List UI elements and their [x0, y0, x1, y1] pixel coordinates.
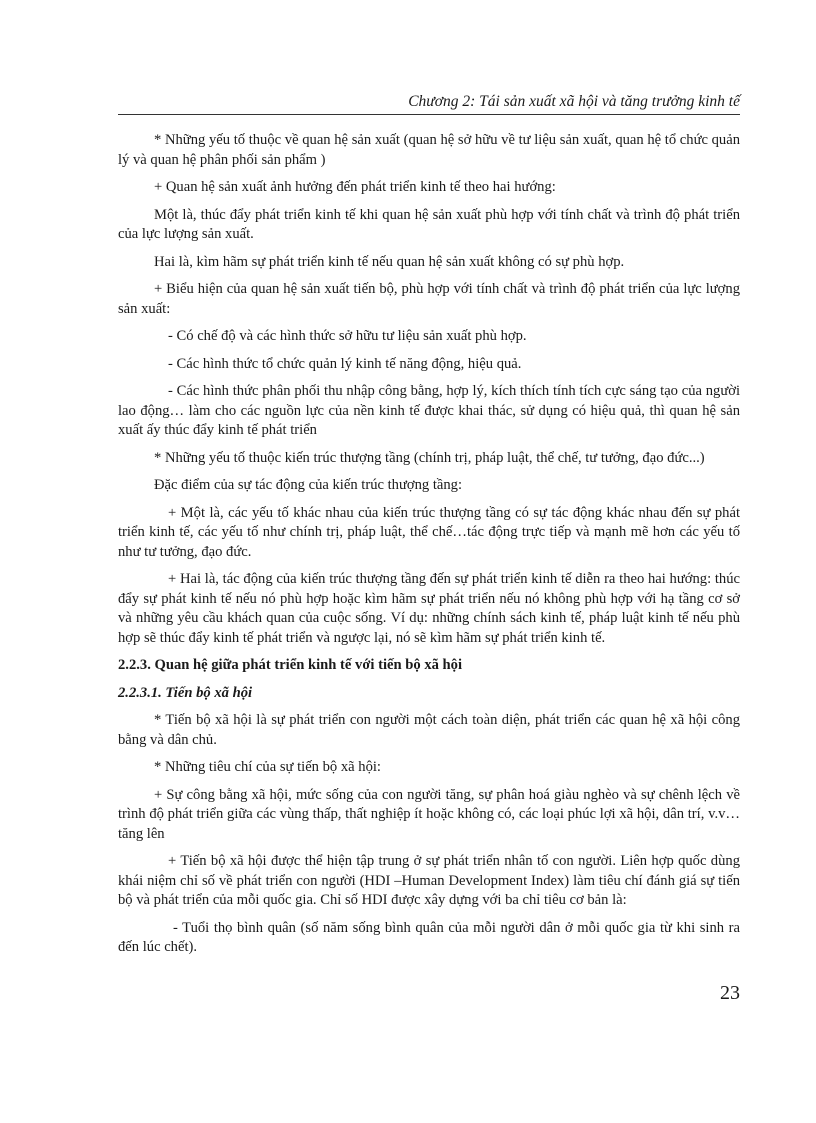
page-body	[118, 131, 740, 966]
paragraph: Đặc điểm của sự tác động của kiến trúc thượng tầng:	[154, 477, 463, 493]
paragraph: + Biểu hiện của quan hệ sản xuất tiến bộ, phù hợp với tính chất và trình độ phát triển của lực lượng sản xuất:	[118, 281, 740, 317]
list-item: - Tuổi thọ bình quân (số năm sống bình quân của mỗi người dân ở mỗi quốc gia từ khi sinh ra đến lúc chết).	[118, 919, 740, 955]
running-header: Chương 2: Tái sản xuất xã hội và tăng trưởng kinh tế	[408, 93, 740, 110]
paragraph: * Tiến bộ xã hội là sự phát triển con người một cách toàn diện, phát triển các quan hệ xã hội công bằng và dân chủ.	[118, 712, 740, 748]
subsection-heading: 2.2.3.1. Tiến bộ xã hội	[118, 684, 253, 701]
list-item: - Có chế độ và các hình thức sở hữu tư liệu sản xuất phù hợp.	[168, 328, 527, 344]
paragraph: * Những tiêu chí của sự tiến bộ xã hội:	[154, 759, 381, 775]
list-item: - Các hình thức tổ chức quản lý kinh tế năng động, hiệu quả.	[168, 355, 522, 372]
header-rule	[118, 114, 740, 115]
list-item: - Các hình thức phân phối thu nhập công bằng, hợp lý, kích thích tính tích cực sáng tạo của người lao động… làm cho các nguồn lực của nền kinh tế được khai thác, sử dụng có hiệu quả, thì quan hệ sản xuất ấy thúc đẩy kinh tế phát triển	[118, 383, 740, 438]
paragraph: + Sự công bằng xã hội, mức sống của con người tăng, sự phân hoá giàu nghèo và sự chênh lệch về trình độ phát triển giữa các vùng thấp, thất nghiệp ít hoặc không có, các loại phúc lợi xã hội, dân trí, v.v… tăng lên	[118, 786, 740, 842]
paragraph: + Quan hệ sản xuất ảnh hưởng đến phát triển kinh tế theo hai hướng:	[154, 179, 556, 195]
paragraph: + Tiến bộ xã hội được thể hiện tập trung ở sự phát triển nhân tố con người. Liên hợp quốc dùng khái niệm chỉ số về phát triển con người (HDI –Human Development Index) làm tiêu chí đánh giá sự tiến bộ và phát triển của mỗi quốc gia. Chỉ số HDI được xây dựng với ba chỉ tiêu cơ bản là:	[118, 853, 740, 908]
section-heading: 2.2.3. Quan hệ giữa phát triển kinh tế với tiến bộ xã hội	[118, 657, 463, 673]
paragraph: * Những yếu tố thuộc về quan hệ sản xuất (quan hệ sở hữu về tư liệu sản xuất, quan hệ tổ chức quản lý và quan hệ phân phối sản phẩm )	[118, 132, 740, 168]
paragraph: * Những yếu tố thuộc kiến trúc thượng tầng (chính trị, pháp luật, thể chế, tư tưởng, đạo đức...)	[154, 449, 705, 466]
paragraph: Hai là, kìm hãm sự phát triển kinh tế nếu quan hệ sản xuất không có sự phù hợp.	[154, 253, 625, 270]
paragraph: + Một là, các yếu tố khác nhau của kiến trúc thượng tầng có sự tác động khác nhau đến sự phát triển kinh tế, các yếu tố như chính trị, pháp luật, thể chế…tác động trực tiếp và mạnh mẽ hơn các yếu tố như tư tưởng, đạo đức.	[118, 504, 740, 560]
paragraph: + Hai là, tác động của kiến trúc thượng tầng đến sự phát triển kinh tế diễn ra theo hai hướng: thúc đẩy sự phát kinh tế nếu nó phù hợp hoặc kìm hãm sự phát triển nếu nó không phù hợp với hạ tầng cơ sở và những yêu cầu khách quan của cuộc sống. Ví dụ: những chính sách kinh tế, pháp luật kinh tế nếu phù hợp sẽ thúc đẩy kinh tế phát triển và ngược lại, nó sẽ kìm hãm sự phát triển kinh tế.	[118, 571, 740, 646]
page-number: 23	[720, 982, 740, 1004]
paragraph: Một là, thúc đẩy phát triển kinh tế khi quan hệ sản xuất phù hợp với tính chất và trình độ phát triển của lực lượng sản xuất.	[118, 206, 740, 242]
